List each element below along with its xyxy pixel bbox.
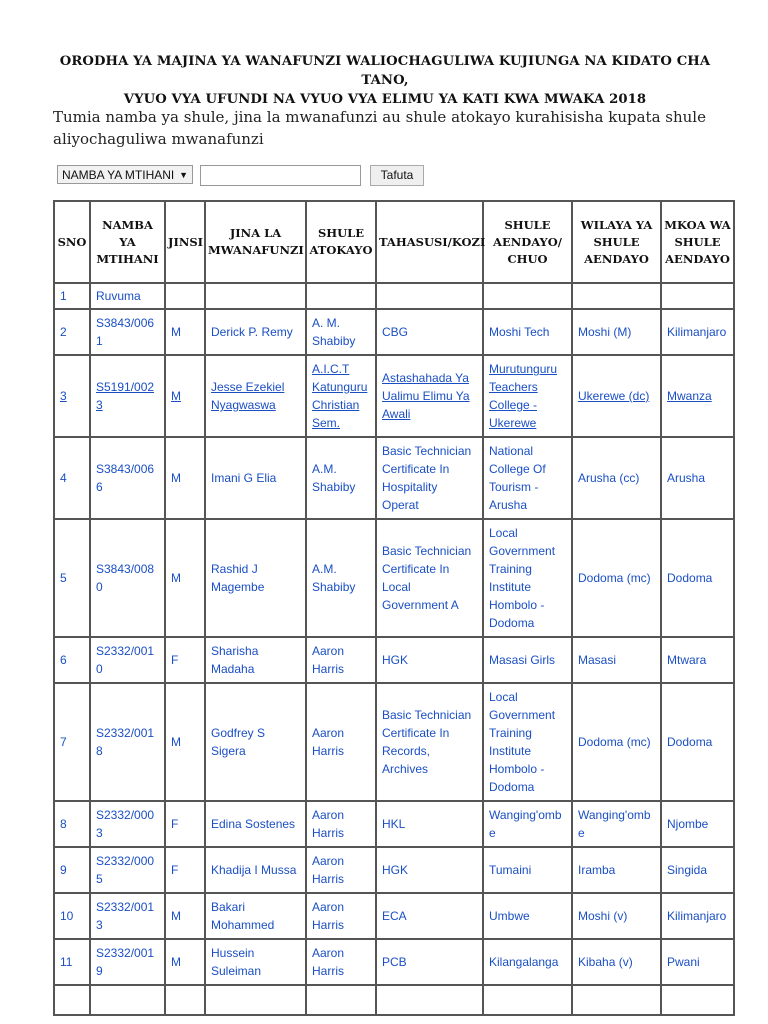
cell-exam-number[interactable]: Ruvuma — [90, 283, 165, 309]
cell-region: Dodoma — [661, 683, 734, 801]
cell-student-name: Derick P. Remy — [205, 309, 306, 355]
search-field-select-value: NAMBA YA MTIHANI — [62, 168, 175, 182]
search-button[interactable]: Tafuta — [370, 165, 424, 186]
cell-from-school: A.M. Shabiby — [306, 437, 376, 519]
cell-sno: 7 — [54, 683, 90, 801]
col-header-sno: SNO — [54, 201, 90, 283]
cell-gender: M — [165, 437, 205, 519]
cell-combination: Basic Technician Certificate In Hospitality Operat — [376, 437, 483, 519]
table-row — [54, 309, 734, 355]
cell-district: Iramba — [572, 847, 661, 893]
cell-district[interactable]: Ukerewe (dc) — [572, 355, 661, 437]
cell-from-school — [306, 283, 376, 309]
cell-region: Kilimanjaro — [661, 893, 734, 939]
col-header-wilaya: WILAYA YA SHULE AENDAYO — [572, 201, 661, 283]
cell-student-name: Bakari Mohammed — [205, 893, 306, 939]
cell-gender: F — [165, 801, 205, 847]
cell-to-school: Umbwe — [483, 893, 572, 939]
cell-exam-number — [90, 985, 165, 1015]
cell-district: Masasi — [572, 637, 661, 683]
cell-gender — [165, 283, 205, 309]
cell-from-school: Aaron Harris — [306, 801, 376, 847]
table-row — [54, 847, 734, 893]
col-header-jina-la-mwanafunzi: JINA LA MWANAFUNZI — [205, 201, 306, 283]
cell-exam-number: S2332/0010 — [90, 637, 165, 683]
cell-combination: HGK — [376, 637, 483, 683]
cell-district: Wanging'ombe — [572, 801, 661, 847]
page-title — [40, 52, 730, 109]
cell-sno: 9 — [54, 847, 90, 893]
table-row — [54, 283, 734, 309]
table-row — [54, 683, 734, 801]
cell-gender: M — [165, 309, 205, 355]
cell-student-name: Godfrey S Sigera — [205, 683, 306, 801]
table-row — [54, 637, 734, 683]
col-header-mkoa: MKOA WA SHULE AENDAYO — [661, 201, 734, 283]
cell-from-school: Aaron Harris — [306, 939, 376, 985]
cell-sno: 1 — [54, 283, 90, 309]
cell-from-school: Aaron Harris — [306, 847, 376, 893]
search-field-select[interactable] — [57, 165, 193, 184]
cell-from-school[interactable]: A.I.C.T Katunguru Christian Sem. — [306, 355, 376, 437]
cell-sno: 6 — [54, 637, 90, 683]
cell-district — [572, 985, 661, 1015]
table-row — [54, 985, 734, 1015]
cell-district: Arusha (cc) — [572, 437, 661, 519]
intro-text: Tumia namba ya shule, jina la mwanafunzi au shule atokayo kurahisisha kupata shule aliyochaguliwa mwanafunzi — [53, 108, 706, 148]
cell-region: Dodoma — [661, 519, 734, 637]
cell-sno: 8 — [54, 801, 90, 847]
cell-gender[interactable]: M — [165, 355, 205, 437]
cell-gender: M — [165, 939, 205, 985]
col-header-tahasusi-kozi: TAHASUSI/KOZI — [376, 201, 483, 283]
cell-sno[interactable]: 3 — [54, 355, 90, 437]
cell-to-school: Masasi Girls — [483, 637, 572, 683]
cell-combination[interactable]: Astashahada Ya Ualimu Elimu Ya Awali — [376, 355, 483, 437]
cell-region: Kilimanjaro — [661, 309, 734, 355]
cell-from-school: A. M. Shabiby — [306, 309, 376, 355]
cell-student-name: Edina Sostenes — [205, 801, 306, 847]
search-input[interactable] — [200, 165, 361, 186]
table-row — [54, 519, 734, 637]
cell-district: Moshi (v) — [572, 893, 661, 939]
cell-exam-number: S2332/0018 — [90, 683, 165, 801]
table-row — [54, 939, 734, 985]
cell-sno: 11 — [54, 939, 90, 985]
cell-district: Moshi (M) — [572, 309, 661, 355]
cell-region — [661, 985, 734, 1015]
cell-combination: PCB — [376, 939, 483, 985]
cell-combination: HGK — [376, 847, 483, 893]
cell-student-name: Rashid J Magembe — [205, 519, 306, 637]
cell-student-name — [205, 283, 306, 309]
table-row — [54, 355, 734, 437]
cell-region: Arusha — [661, 437, 734, 519]
cell-from-school — [306, 985, 376, 1015]
cell-exam-number: S2332/0005 — [90, 847, 165, 893]
table-row — [54, 437, 734, 519]
cell-district: Dodoma (mc) — [572, 683, 661, 801]
cell-from-school: A.M. Shabiby — [306, 519, 376, 637]
cell-to-school[interactable]: Murutunguru Teachers College - Ukerewe — [483, 355, 572, 437]
cell-combination: CBG — [376, 309, 483, 355]
col-header-jinsi: JINSI — [165, 201, 205, 283]
cell-from-school: Aaron Harris — [306, 637, 376, 683]
table-header-row — [54, 201, 734, 283]
cell-exam-number: S2332/0019 — [90, 939, 165, 985]
cell-student-name: Imani G Elia — [205, 437, 306, 519]
table-row — [54, 893, 734, 939]
cell-student-name: Khadija I Mussa — [205, 847, 306, 893]
cell-region — [661, 283, 734, 309]
cell-combination: Basic Technician Certificate In Local Government A — [376, 519, 483, 637]
cell-combination — [376, 985, 483, 1015]
cell-to-school: National College Of Tourism - Arusha — [483, 437, 572, 519]
cell-gender: M — [165, 519, 205, 637]
cell-from-school: Aaron Harris — [306, 893, 376, 939]
cell-region: Singida — [661, 847, 734, 893]
cell-sno: 10 — [54, 893, 90, 939]
cell-student-name — [205, 985, 306, 1015]
cell-gender: M — [165, 893, 205, 939]
cell-combination: ECA — [376, 893, 483, 939]
cell-to-school — [483, 985, 572, 1015]
cell-sno: 4 — [54, 437, 90, 519]
cell-to-school: Wanging'ombe — [483, 801, 572, 847]
table-row — [54, 801, 734, 847]
cell-district: Kibaha (v) — [572, 939, 661, 985]
cell-student-name[interactable]: Jesse Ezekiel Nyagwaswa — [205, 355, 306, 437]
cell-from-school: Aaron Harris — [306, 683, 376, 801]
cell-sno: 2 — [54, 309, 90, 355]
cell-gender: F — [165, 847, 205, 893]
cell-region: Mtwara — [661, 637, 734, 683]
cell-combination: Basic Technician Certificate In Records, Archives — [376, 683, 483, 801]
cell-region: Pwani — [661, 939, 734, 985]
cell-sno — [54, 985, 90, 1015]
col-header-shule-atokayo: SHULE ATOKAYO — [306, 201, 376, 283]
cell-to-school: Local Government Training Institute Hombolo - Dodoma — [483, 683, 572, 801]
cell-region[interactable]: Mwanza — [661, 355, 734, 437]
cell-combination: HKL — [376, 801, 483, 847]
cell-exam-number: S3843/0061 — [90, 309, 165, 355]
cell-exam-number: S3843/0080 — [90, 519, 165, 637]
cell-to-school — [483, 283, 572, 309]
cell-combination — [376, 283, 483, 309]
chevron-down-icon: ▼ — [179, 170, 188, 180]
cell-gender: F — [165, 637, 205, 683]
cell-sno: 5 — [54, 519, 90, 637]
students-table — [53, 200, 735, 1016]
cell-exam-number: S3843/0066 — [90, 437, 165, 519]
page-title-line1: ORODHA YA MAJINA YA WANAFUNZI WALIOCHAGULIWA KUJIUNGA NA KIDATO CHA TANO, — [59, 54, 711, 88]
cell-district — [572, 283, 661, 309]
cell-student-name: Hussein Suleiman — [205, 939, 306, 985]
cell-to-school: Local Government Training Institute Hombolo - Dodoma — [483, 519, 572, 637]
cell-exam-number[interactable]: S5191/0023 — [90, 355, 165, 437]
page-title-line2: VYUO VYA UFUNDI NA VYUO VYA ELIMU YA KATI KWA MWAKA 2018 — [123, 92, 647, 107]
cell-exam-number: S2332/0003 — [90, 801, 165, 847]
cell-region: Njombe — [661, 801, 734, 847]
cell-to-school: Moshi Tech — [483, 309, 572, 355]
cell-gender: M — [165, 683, 205, 801]
col-header-namba-ya-mtihani: NAMBA YA MTIHANI — [90, 201, 165, 283]
cell-student-name: Sharisha Madaha — [205, 637, 306, 683]
col-header-shule-aendayo: SHULE AENDAYO/ CHUO — [483, 201, 572, 283]
cell-district: Dodoma (mc) — [572, 519, 661, 637]
cell-to-school: Kilangalanga — [483, 939, 572, 985]
cell-exam-number: S2332/0013 — [90, 893, 165, 939]
cell-to-school: Tumaini — [483, 847, 572, 893]
cell-gender — [165, 985, 205, 1015]
